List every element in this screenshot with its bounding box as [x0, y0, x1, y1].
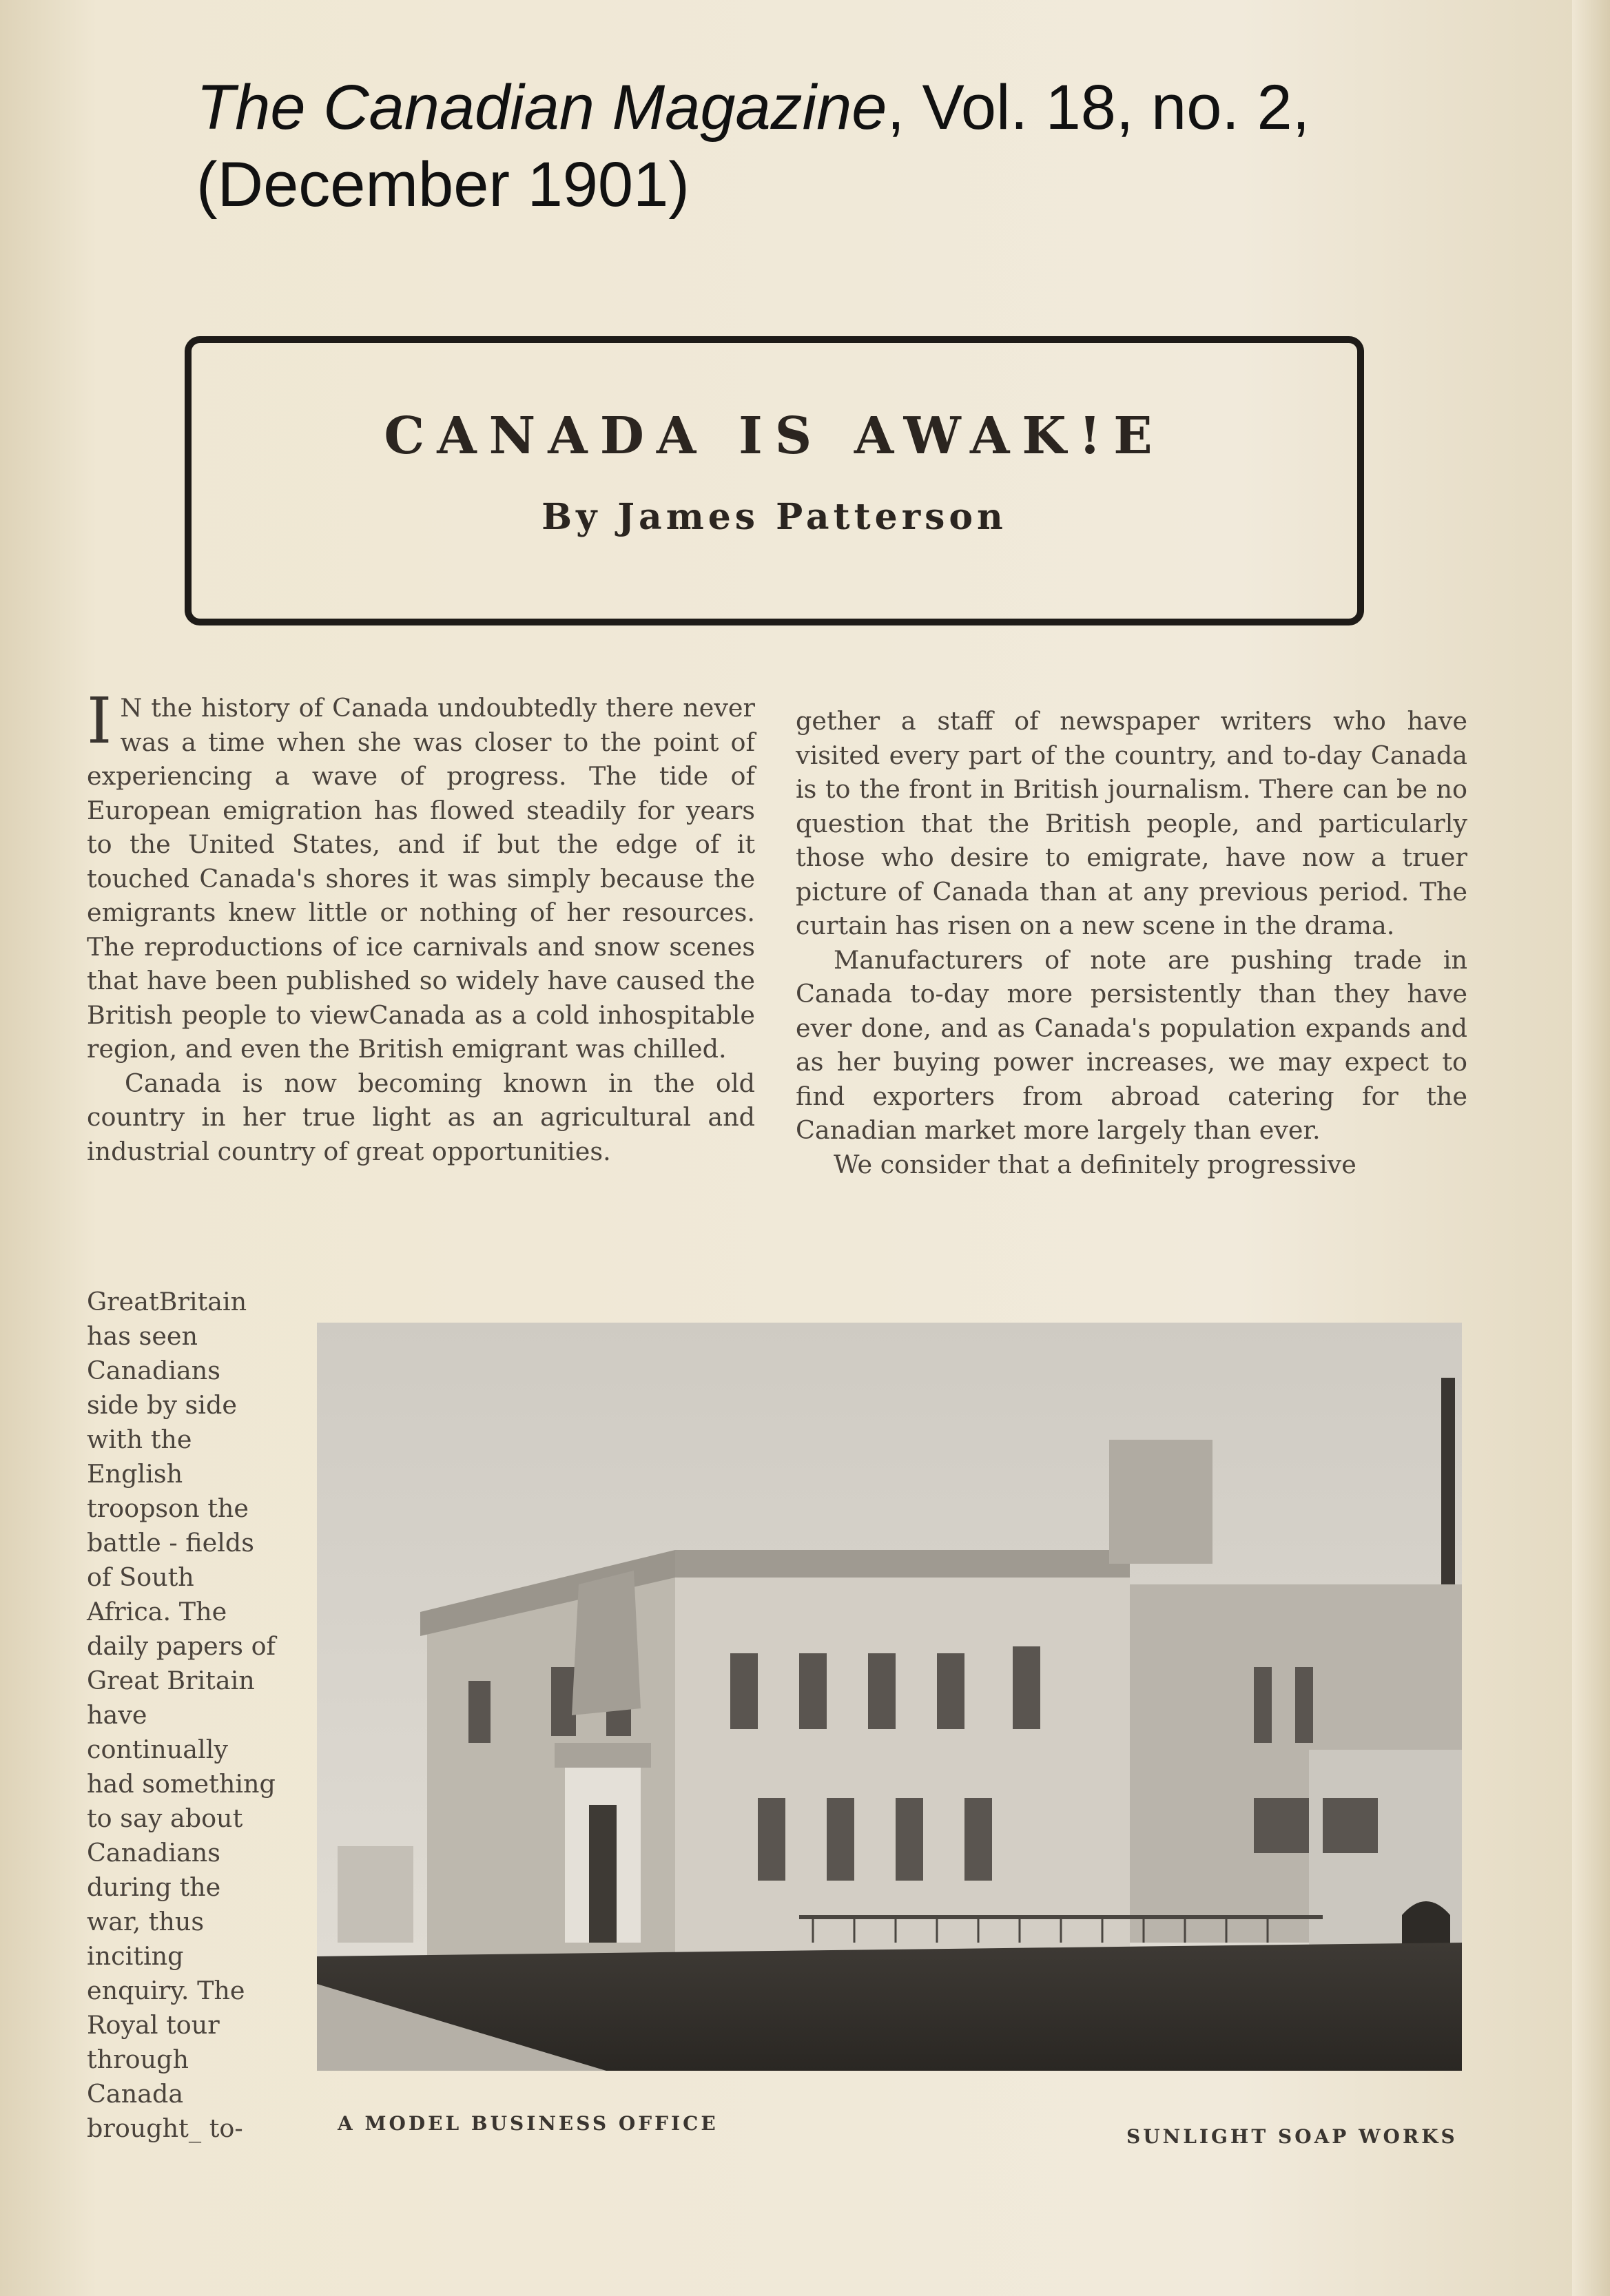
paragraph: GreatBritain has seen Canadians side by side with the English troopson the battle - fields of South Africa. The daily papers of Great Britain have continually had something to say about Canadians during the war, thus inciting enquiry. The Royal tour through Canada brought_ to-: [87, 1287, 276, 2143]
building-photograph: [317, 1323, 1462, 2071]
citation-date: (December 1901): [196, 149, 690, 220]
drop-cap: I: [87, 684, 112, 758]
citation-title: The Canadian Magazine: [196, 72, 887, 143]
text-column-narrow: [87, 1285, 276, 2146]
photo-caption-right: SUNLIGHT SOAP WORKS: [1126, 2125, 1458, 2148]
photo-caption-left: A MODEL BUSINESS OFFICE: [338, 2112, 719, 2135]
paragraph: Manufacturers of note are pushing trade in Canada to-day more persistently than they have ever done, and as Canada's population expands and as her buying power increases, we may expect to find exporters from abroad catering for the Canadian market more largely than ever.: [796, 944, 1467, 1145]
citation: [196, 69, 1574, 223]
paragraph: gether a staff of newspaper writers who have visited every part of the country, and to-day Canada is to the front in British journalism. There can be no question that the British people, and particularly those who desire to emigrate, have now a truer picture of Canada than at any previous period. The curtain has risen on a new scene in the drama.: [796, 706, 1467, 940]
paragraph: Canada is now becoming known in the old country in her true light as an agricultural and industrial country of great opportunities.: [87, 1068, 755, 1166]
paragraph: We consider that a definitely progressive: [834, 1149, 1356, 1179]
text-column-left: [87, 684, 755, 1168]
text-column-right: [796, 704, 1467, 1181]
headline-box: [185, 336, 1364, 625]
paragraph: N the history of Canada undoubtedly there never was a time when she was closer to the point of experiencing a wave of progress. The tide of European emigration has flowed steadily for years to the United States, and if but the edge of it touched Canada's shores it was simply because the emigrants knew little or nothing of her resources. The reproductions of ice carnivals and snow scenes that have been published so widely have caused the British people to viewCanada as a cold inhospitable region, and even the British emigrant was chilled.: [87, 693, 755, 1064]
article-byline: By James Patterson: [541, 496, 1007, 538]
page-edge: [1572, 0, 1610, 2296]
citation-volume: , Vol. 18, no. 2,: [887, 72, 1310, 143]
article-headline: CANADA IS AWAK!E: [384, 406, 1165, 466]
